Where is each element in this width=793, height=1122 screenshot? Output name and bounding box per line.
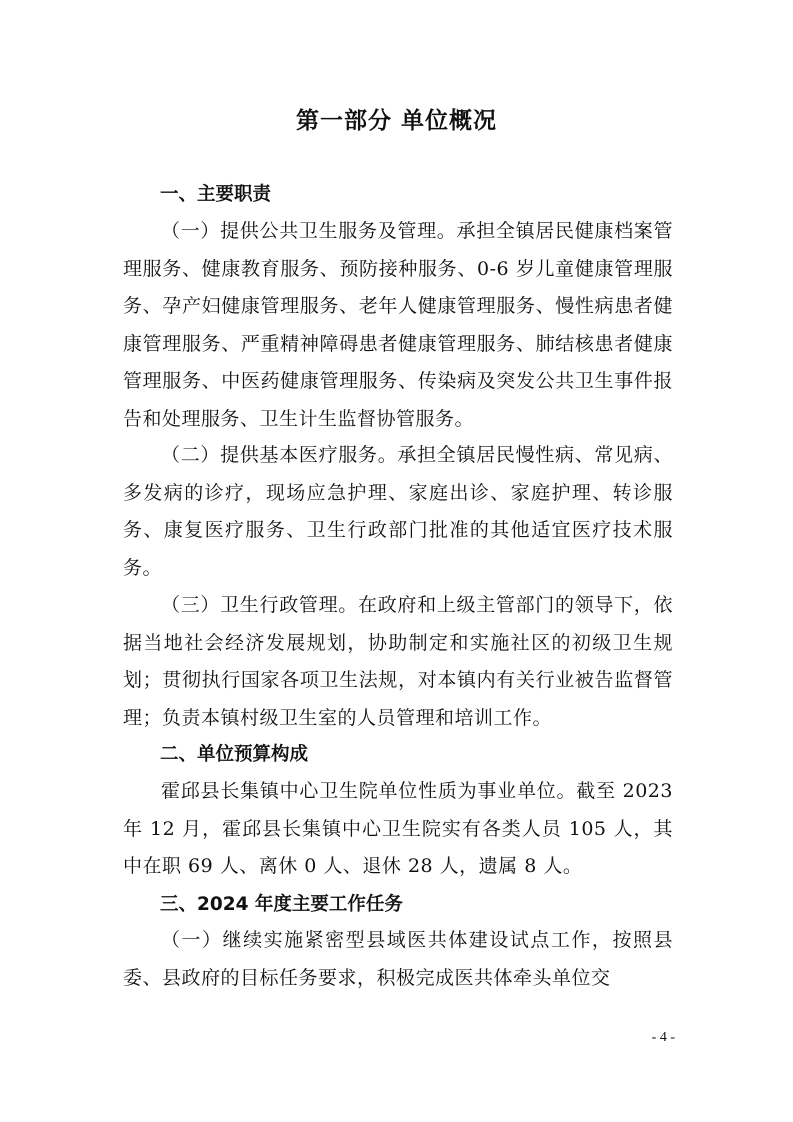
page-title: 第一部分 单位概况 xyxy=(295,108,497,134)
section-heading-duties: 一、主要职责 xyxy=(160,184,272,205)
paragraph-public-health: （一）提供公共卫生服务及管理。承担全镇居民健康档案管理服务、健康教育服务、预防接种服务、0-6 岁儿童健康管理服务、孕产妇健康管理服务、老年人健康管理服务、慢性病患者健康管理服务、严重精神障碍患者健康管理服务、肺结核患者健康管理服务、中医药健康管理服务、传染病及突发公共卫生事件报告和处理服务、卫生计生监督协管服务。 xyxy=(123,220,673,430)
paragraph-medical-alliance: （一）继续实施紧密型县域医共体建设试点工作，按照县委、县政府的目标任务要求，积极完成医共体牵头单位交 xyxy=(123,929,673,989)
section-heading-2024-tasks: 三、2024 年度主要工作任务 xyxy=(160,894,403,915)
section-heading-budget-structure: 二、单位预算构成 xyxy=(160,744,309,765)
page-number: - 4 - xyxy=(651,1030,675,1045)
paragraph-staff-composition: 霍邱县长集镇中心卫生院单位性质为事业单位。截至 2023 年 12 月，霍邱县长集镇中心卫生院实有各类人员 105 人，其中在职 69 人、离休 0 人、退休 28 人，遗属 8 人。 xyxy=(123,780,673,877)
paragraph-health-administration: （三）卫生行政管理。在政府和上级主管部门的领导下，依据当地社会经济发展规划，协助制定和实施社区的初级卫生规划；贯彻执行国家各项卫生法规，对本镇内有关行业被告监督管理；负责本镇村级卫生室的人员管理和培训工作。 xyxy=(123,594,673,729)
paragraph-medical-services: （二）提供基本医疗服务。承担全镇居民慢性病、常见病、多发病的诊疗，现场应急护理、家庭出诊、家庭护理、转诊服务、康复医疗服务、卫生行政部门批准的其他适宜医疗技术服务。 xyxy=(123,444,673,579)
